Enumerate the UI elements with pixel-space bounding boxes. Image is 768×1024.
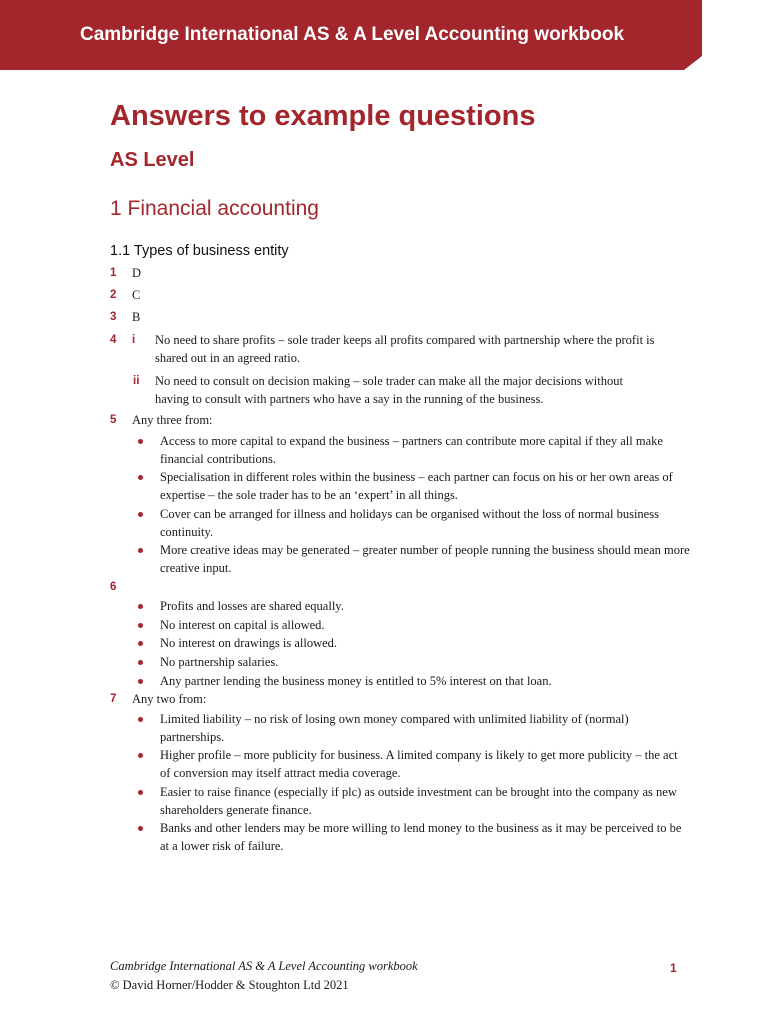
bullet-icon (138, 660, 143, 665)
list-item: Access to more capital to expand the business – partners can contribute more capital if they all make financial contributions. (160, 434, 663, 466)
list-item: Any partner lending the business money is entitled to 5% interest on that loan. (160, 674, 552, 688)
list-item: Easier to raise finance (especially if plc) as outside investment can be brought into the company as new shareholders generate finance. (160, 785, 677, 817)
subquestion-label: i (132, 334, 136, 346)
list-item: No interest on capital is allowed. (160, 618, 325, 632)
question-number: 4 (110, 334, 117, 346)
page-title: Answers to example questions (110, 100, 536, 132)
answer-text: C (132, 288, 141, 302)
section-heading: 1.1 Types of business entity (110, 243, 289, 259)
bullet-icon (138, 512, 143, 517)
list-item: Higher profile – more publicity for business. A limited company is likely to get more publicity – the act of conversion may itself attract media coverage. (160, 748, 678, 780)
list-item: Specialisation in different roles within the business – each partner can focus on his or her own areas of expertise – the sole trader has to be an ‘expert’ in all things. (160, 470, 673, 502)
list-item: No interest on drawings is allowed. (160, 636, 338, 650)
bullet-icon (138, 623, 143, 628)
list-item: More creative ideas may be generated – greater number of people running the business should mean more creative input. (160, 543, 690, 575)
bullet-icon (138, 604, 143, 609)
bullet-icon (138, 753, 143, 758)
bullet-icon (138, 548, 143, 553)
header-title: Cambridge International AS & A Level Accounting workbook (80, 24, 625, 45)
answer-text: No need to consult on decision making – sole trader can make all the major decisions without having to consult with partners who have a say in the running of the business. (155, 374, 623, 406)
answer-text: B (132, 310, 141, 324)
question-number: 6 (110, 581, 117, 593)
bullet-icon (138, 826, 143, 831)
question-number: 1 (110, 267, 117, 279)
list-item: No partnership salaries. (160, 655, 279, 669)
question-intro: Any two from: (132, 692, 207, 706)
chapter-heading: 1 Financial accounting (110, 197, 319, 220)
answer-text: No need to share profits – sole trader keeps all profits compared with partnership where the profit is shared out in an agreed ratio. (155, 333, 655, 365)
answer-text: D (132, 266, 142, 280)
footer-copyright: © David Horner/Hodder & Stoughton Ltd 2021 (110, 978, 349, 992)
question-number: 3 (110, 311, 117, 323)
level-heading: AS Level (110, 149, 195, 171)
bullet-icon (138, 641, 143, 646)
list-item: Cover can be arranged for illness and holidays can be organised without the loss of normal business continuity. (160, 507, 659, 539)
question-number: 2 (110, 289, 117, 301)
bullet-icon (138, 439, 143, 444)
bullet-icon (138, 717, 143, 722)
bullet-icon (138, 790, 143, 795)
question-number: 7 (110, 693, 117, 705)
question-intro: Any three from: (132, 413, 213, 427)
question-number: 5 (110, 414, 117, 426)
bullet-icon (138, 679, 143, 684)
bullet-icon (138, 475, 143, 480)
footer-book-title: Cambridge International AS & A Level Accounting workbook (110, 959, 418, 973)
list-item: Banks and other lenders may be more willing to lend money to the business as it may be perceived to be at a lower risk of failure. (160, 821, 682, 853)
list-item: Profits and losses are shared equally. (160, 599, 344, 613)
page-number: 1 (670, 961, 677, 975)
subquestion-label: ii (133, 375, 140, 387)
list-item: Limited liability – no risk of losing own money compared with unlimited liability of (normal) partnerships. (160, 712, 629, 744)
